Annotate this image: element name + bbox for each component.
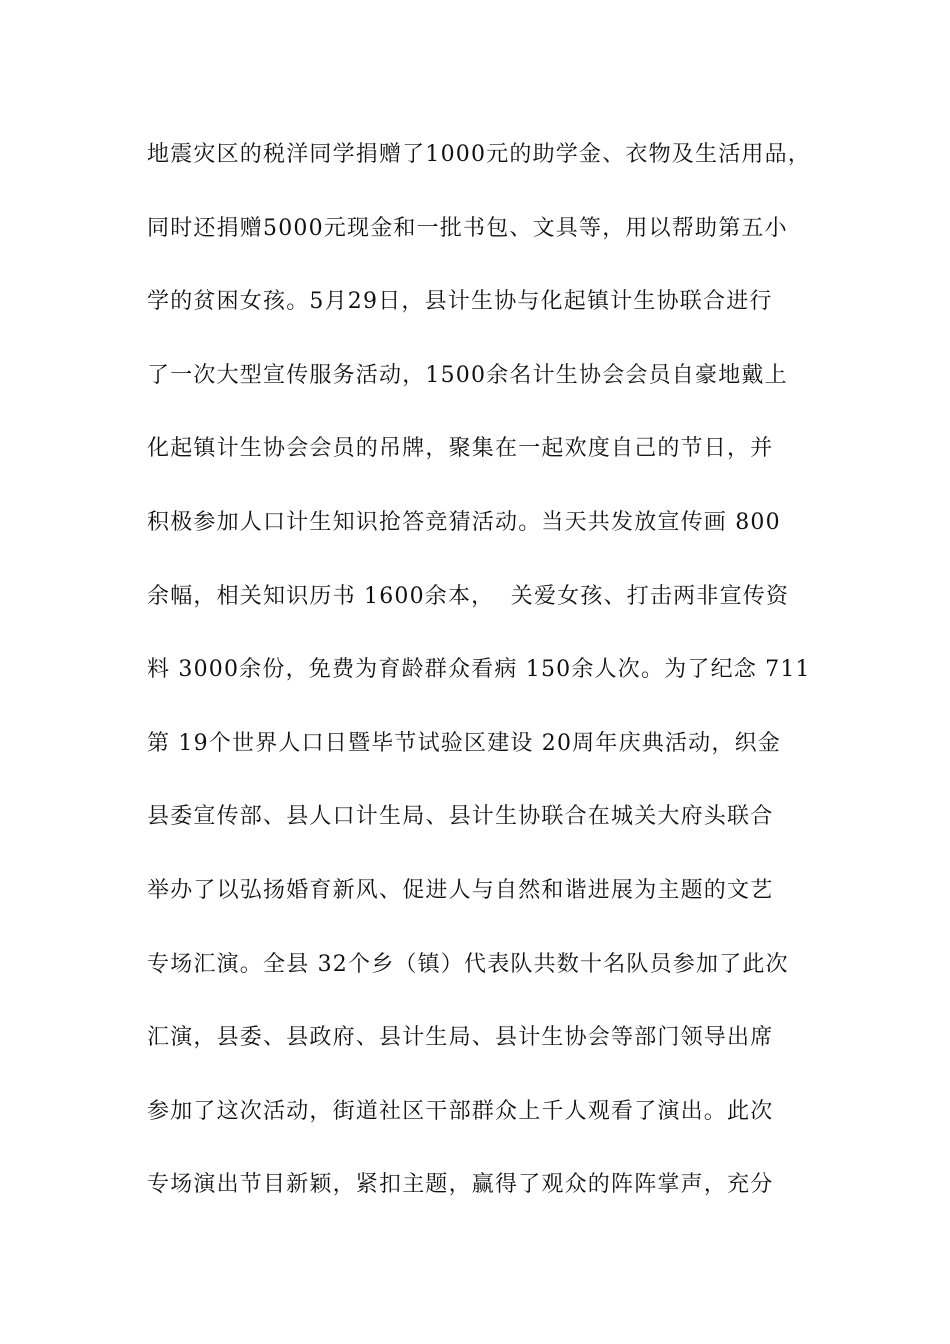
text-line: 料 3000余份，免费为育龄群众看病 150余人次。为了纪念 711: [147, 657, 811, 683]
text-line: 学的贫困女孩。5月29日，县计生协与化起镇计生协联合进行: [147, 289, 773, 315]
text-line: 参加了这次活动，街道社区干部群众上千人观看了演出。此次: [147, 1098, 774, 1124]
text-line: 县委宣传部、县人口计生局、县计生协联合在城关大府头联合: [147, 804, 774, 830]
text-line: 化起镇计生协会会员的吊牌，聚集在一起欢度自己的节日，并: [147, 436, 774, 462]
text-line: 同时还捐赠5000元现金和一批书包、文具等，用以帮助第五小: [147, 215, 788, 241]
text-line: 了一次大型宣传服务活动，1500余名计生协会会员自豪地戴上: [147, 362, 788, 388]
body-text: [147, 130, 827, 1234]
text-line: 专场汇演。全县 32个乡（镇）代表队共数十名队员参加了此次: [147, 951, 789, 977]
text-line: 余幅，相关知识历书 1600余本， 关爱女孩、打击两非宣传资: [147, 583, 790, 609]
text-line: 举办了以弘扬婚育新风、促进人与自然和谐进展为主题的文艺: [147, 877, 774, 903]
text-line: 积极参加人口计生知识抢答竞猜活动。当天共发放宣传画 800: [147, 509, 781, 535]
text-line: 地震灾区的税洋同学捐赠了1000元的助学金、衣物及生活用品，: [147, 142, 811, 167]
text-line: 汇演，县委、县政府、县计生局、县计生协会等部门领导出席: [147, 1025, 774, 1051]
text-line: 第 19个世界人口日暨毕节试验区建设 20周年庆典活动，织金: [147, 730, 781, 756]
text-line: 专场演出节目新颖，紧扣主题，赢得了观众的阵阵掌声，充分: [147, 1172, 774, 1198]
